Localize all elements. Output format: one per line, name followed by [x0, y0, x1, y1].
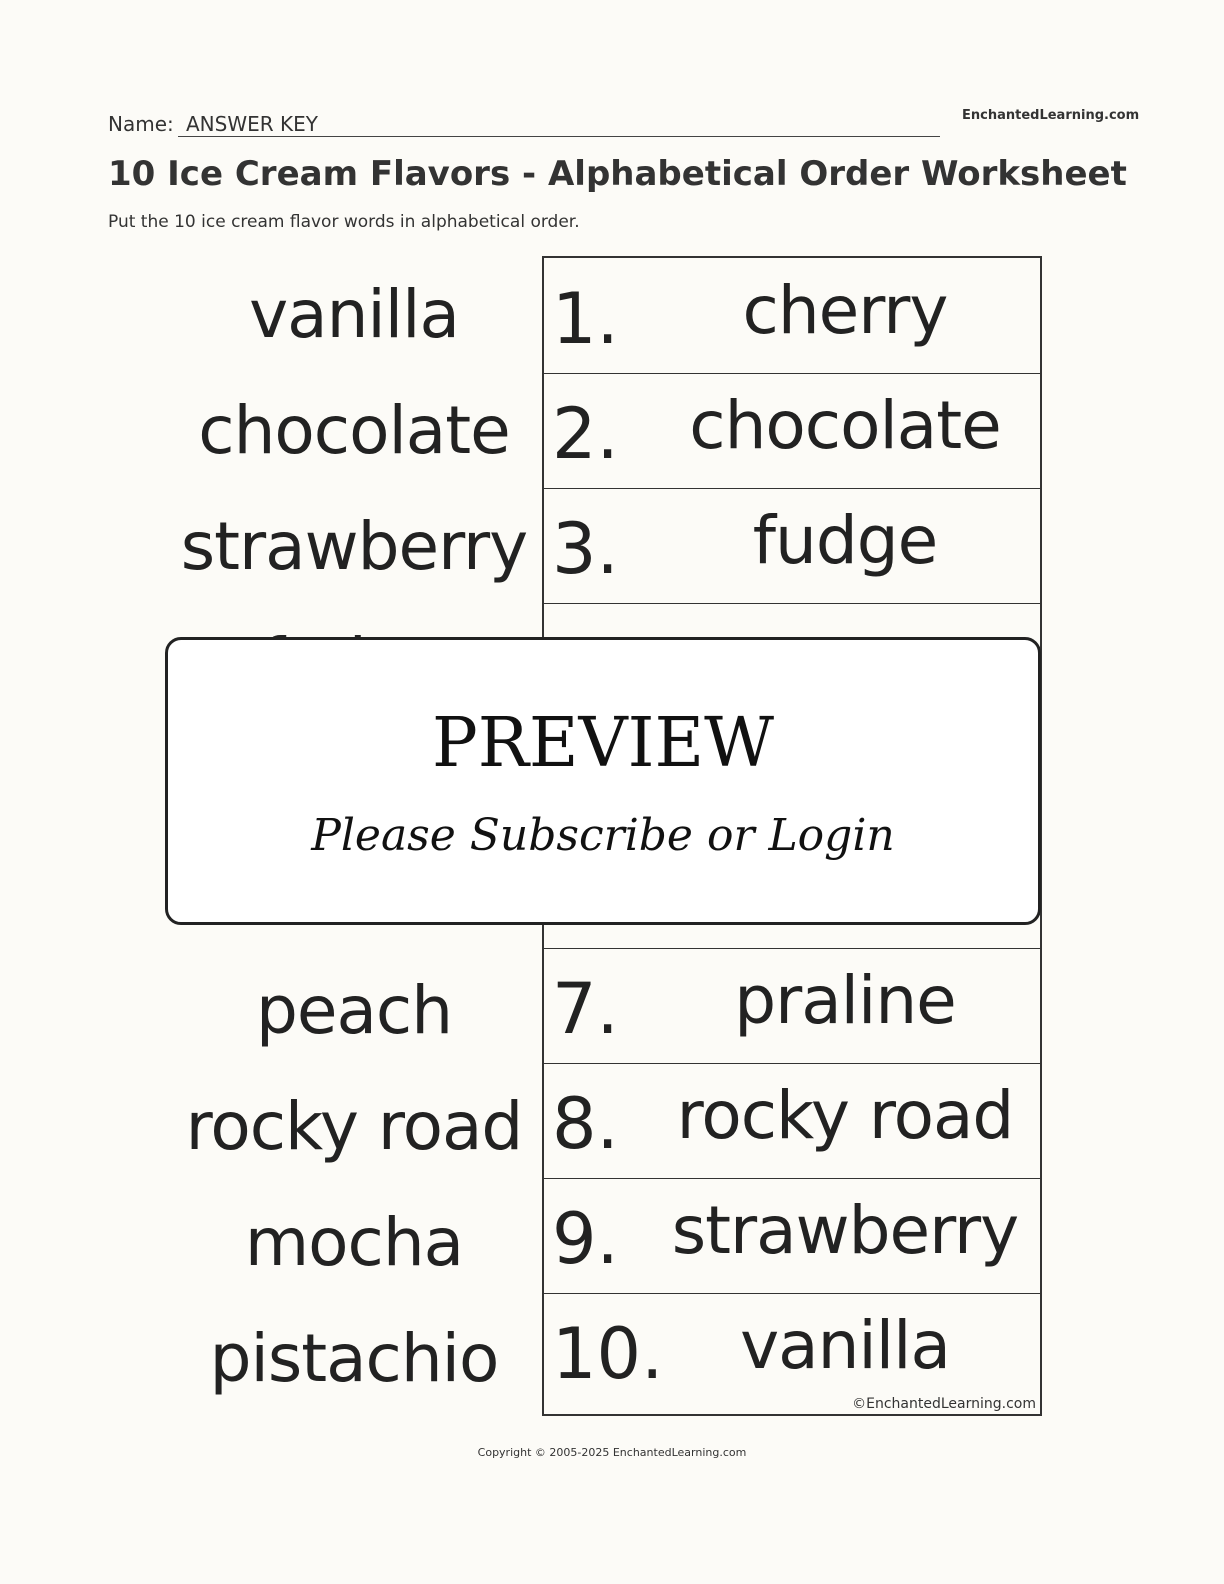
preview-title: PREVIEW [431, 704, 775, 783]
answer-number: 1. [552, 278, 619, 360]
answer-number: 9. [552, 1198, 619, 1280]
flavor-word: mocha [244, 1203, 464, 1281]
flavor-word: strawberry [180, 507, 528, 585]
answer-word: fudge [752, 502, 938, 579]
answer-word: vanilla [740, 1307, 950, 1384]
name-label: Name: [108, 112, 174, 136]
answer-number: 2. [552, 393, 619, 475]
answer-word: cherry [742, 272, 948, 349]
answer-word: praline [734, 962, 956, 1039]
page-title: 10 Ice Cream Flavors - Alphabetical Order Worksheet [108, 154, 1127, 194]
preview-overlay[interactable] [165, 637, 1041, 925]
answer-word: rocky road [676, 1077, 1014, 1154]
answer-number: 7. [552, 968, 619, 1050]
answer-number: 3. [552, 508, 619, 590]
flavor-word: peach [255, 971, 453, 1049]
answer-row [544, 948, 1040, 1064]
answer-row [544, 258, 1040, 374]
answer-number: 10. [552, 1313, 664, 1395]
site-logo-text: EnchantedLearning.com [962, 108, 1140, 123]
name-value: ANSWER KEY [186, 112, 318, 136]
subscribe-login-prompt[interactable]: Please Subscribe or Login [311, 810, 895, 861]
answer-row [544, 1063, 1040, 1179]
answer-row [544, 488, 1040, 604]
flavor-word: vanilla [249, 275, 459, 353]
flavor-word: rocky road [185, 1087, 523, 1165]
copyright: Copyright © 2005-2025 EnchantedLearning.com [477, 1446, 747, 1459]
instructions: Put the 10 ice cream flavor words in alphabetical order. [108, 212, 580, 232]
answer-row [544, 1293, 1040, 1408]
answer-word: strawberry [671, 1192, 1019, 1269]
sheet-credit: ©EnchantedLearning.com [852, 1396, 1036, 1412]
name-row [108, 108, 1108, 140]
answer-number: 8. [552, 1083, 619, 1165]
name-field[interactable] [178, 108, 940, 137]
answer-word: chocolate [689, 387, 1001, 464]
answer-row [544, 373, 1040, 489]
flavor-word: chocolate [198, 391, 510, 469]
answer-row [544, 1178, 1040, 1294]
flavor-word: pistachio [209, 1319, 499, 1397]
